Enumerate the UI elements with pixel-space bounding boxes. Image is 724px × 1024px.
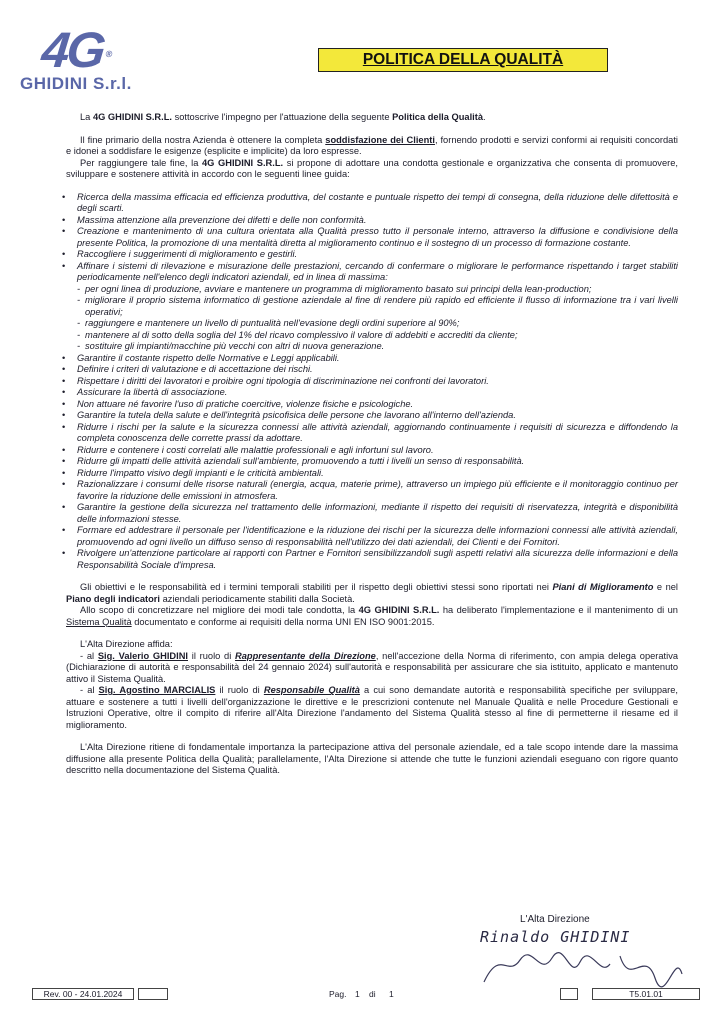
list-item: • Garantire la gestione della sicurezza nel trattamento delle informazioni, mediante il rispetto dei requisiti di riservatezza, integrità e disponibilità delle informazioni stesse.: [66, 502, 678, 525]
footer-empty-box: [138, 988, 168, 1000]
policy-list: [66, 192, 678, 572]
list-item: • Creazione e mantenimento di una cultura orientata alla Qualità presso tutto il personale interno, attraverso la diffusione e condivisione della presente Politica, la promozione di una mentalità diretta al miglioramento continuo e il sostegno di un processo di formazione costante.: [66, 226, 678, 249]
signature-typed-name: Rinaldo GHIDINI: [480, 928, 631, 946]
page-number: 1: [355, 989, 360, 999]
page-of-label: di: [369, 989, 376, 999]
closing-paragraph: L'Alta Direzione ritiene di fondamentale importanza la partecipazione attiva del personale aziendale, ed a tale scopo intende dare la massima diffusione alla presente Politica della Qualità; parallelamente, l'Alta Direzione si attende che tutte le funzioni aziendali eseguano con rigore quanto descritto nella documentazione del Sistema Qualità.: [66, 742, 678, 775]
sub-list: [77, 284, 678, 353]
document-code-box: T5.01.01: [592, 988, 700, 1000]
sub-list-item: - migliorare il proprio sistema informatico di gestione aziendale al fine di rendere più rapido ed efficiente il flusso di informazione tra i vari livelli operativi;: [77, 295, 678, 318]
document-title-box: [318, 48, 608, 72]
system-paragraph: Allo scopo di concretizzare nel migliore dei modi tale condotta, la 4G GHIDINI S.R.L. ha deliberato l'implementazione e il mantenimento di un Sistema Qualità documentato e conforme ai requisiti della norma UNI EN ISO 9001:2015.: [66, 605, 678, 627]
list-item: • Formare ed addestrare il personale per l'identificazione e la riduzione dei rischi per la sicurezza delle informazioni connessi alle attività aziendali, promuovendo ad ogni livello un diffuso senso di responsabilità nell'utilizzo dei dati aziendali, dei Clienti e dei Fornitori.: [66, 525, 678, 548]
list-item: • Rispettare i diritti dei lavoratori e proibire ogni tipologia di discriminazione nei confronti dei lavoratori.: [66, 376, 678, 388]
revision-box: Rev. 00 - 24.01.2024: [32, 988, 134, 1000]
document-body: [66, 112, 678, 777]
intro-paragraph-2: Il fine primario della nostra Azienda è ottenere la completa soddisfazione dei Clienti, fornendo prodotti e servizi conformi ai requisiti concordati e idonei a soddisfare le esigenze (esplicite e implicite) da loro espresse.: [66, 134, 678, 156]
company-logo: [12, 22, 152, 102]
list-item: • Rivolgere un'attenzione particolare ai rapporti con Partner e Fornitori sensibilizzandoli sugli aspetti relativi alla sicurezza delle informazioni e della Responsabilità Sociale d'impresa.: [66, 548, 678, 571]
objectives-paragraph: Gli obiettivi e le responsabilità ed i termini temporali stabiliti per il rispetto degli obiettivi stessi sono riportati nei Piani di Miglioramento e nel Piano degli indicatori aziendali periodicamente stabiliti dalla Società.: [66, 582, 678, 604]
signature-label: L'Alta Direzione: [520, 914, 590, 925]
handwritten-signature: [470, 938, 690, 988]
sub-list-item: - sostituire gli impianti/macchine più vecchi con altri di nuova generazione.: [77, 341, 678, 353]
intro-paragraph-1: La 4G GHIDINI S.R.L. sottoscrive l'impegno per l'attuazione della seguente Politica della Qualità.: [80, 112, 486, 122]
page-total: 1: [389, 989, 394, 999]
list-item: • Raccogliere i suggerimenti di miglioramento e gestirli.: [66, 249, 678, 261]
document-title: POLITICA DELLA QUALITÀ: [362, 51, 564, 68]
list-item: • Assicurare la libertà di associazione.: [66, 387, 678, 399]
list-item: • Affinare i sistemi di rilevazione e misurazione delle prestazioni, cercando di confermare o migliorare le performance rispettando i target stabiliti periodicamente nell'elenco degli indicatori aziendali, ed in linea di massima: - per ogni linea di produzione, avviare e mantenere un programma di miglioramento basato sui principi della lean-production; - migliorare il proprio sistema informatico di gestione aziendale al fine di rendere più rapido ed efficiente il flusso di informazione tra i vari livelli operativi; - raggiungere e mantenere un livello di puntualità nell'evasione degli ordini superiore al 90%; - mantenere al di sotto della soglia del 1% del ricavo complessivo il valore di addebiti e accrediti da cliente; - sostituire gli impianti/macchine più vecchi con altri di nuova generazione.: [66, 261, 678, 353]
intro-paragraph-3: Per raggiungere tale fine, la 4G GHIDINI S.R.L. si propone di adottare una condotta gestionale e organizzativa che consenta di promuovere, sviluppare e sostenere attività in accordo con le seguenti linee guida:: [66, 157, 678, 179]
list-item: • Ridurre e contenere i costi correlati alle malattie professionali e agli infortuni sul lavoro.: [66, 445, 678, 457]
sub-list-item: - per ogni linea di produzione, avviare e mantenere un programma di miglioramento basato sui principi della lean-production;: [77, 284, 678, 296]
direction-role-2: - al Sig. Agostino MARCIALIS il ruolo di Responsabile Qualità a cui sono demandate autorità e responsabilità specifiche per sviluppare, attuare e sostenere a tutti i livelli dell'organizzazione le direttive e le prescrizioni contenute nel Manuale Qualità e nelle Procedure Gestionali e Istruzioni Operative, oltre il compito di riferire all'Alta Direzione l'andamento del Sistema Qualità stesso al fine di permetterne il riesame ed il miglioramento.: [66, 685, 679, 730]
sub-list-item: - raggiungere e mantenere un livello di puntualità nell'evasione degli ordini superiore al 90%;: [77, 318, 678, 330]
logo-company-name: GHIDINI S.r.l.: [20, 74, 132, 93]
list-item: • Ricerca della massima efficacia ed efficienza produttiva, del costante e puntuale rispetto dei tempi di consegna, della riduzione delle difettosità e degli scarti.: [66, 192, 678, 215]
direction-heading: L'Alta Direzione affida:: [80, 639, 173, 649]
list-item: • Ridurre gli impatti delle attività aziendali sull'ambiente, promuovendo a tutti i livelli un senso di responsabilità.: [66, 456, 678, 468]
list-item: • Massima attenzione alla prevenzione dei difetti e delle non conformità.: [66, 215, 678, 227]
footer-empty-box: [560, 988, 578, 1000]
list-item: • Garantire la tutela della salute e dell'integrità psicofisica delle persone che lavorano all'interno dell'azienda.: [66, 410, 678, 422]
list-item: • Definire i criteri di valutazione e di accettazione dei rischi.: [66, 364, 678, 376]
list-item: • Non attuare né favorire l'uso di pratiche coercitive, violenze fisiche e psicologiche.: [66, 399, 678, 411]
list-item: • Ridurre l'impatto visivo degli impianti e le criticità ambientali.: [66, 468, 678, 480]
list-item: • Ridurre i rischi per la salute e la sicurezza connessi alle attività aziendali, aggiornando continuamente i requisiti di sicurezza e diffondendo la completa conoscenza delle corrette prassi da adottare.: [66, 422, 678, 445]
page-label: Pag.: [329, 989, 347, 999]
list-item: • Garantire il costante rispetto delle Normative e Leggi applicabili.: [66, 353, 678, 365]
list-item: • Razionalizzare i consumi delle risorse naturali (energia, acqua, materie prime), attraverso un impiego più efficiente e il monitoraggio continuo per favorire la riduzione delle emissioni in atmosfera.: [66, 479, 678, 502]
page-footer: [32, 988, 700, 1004]
sub-list-item: - mantenere al di sotto della soglia del 1% del ricavo complessivo il valore di addebiti e accrediti da cliente;: [77, 330, 678, 342]
direction-role-1: - al Sig. Valerio GHIDINI il ruolo di Rappresentante della Direzione, nell'accezione della Norma di riferimento, con ampia delega operativa (Dichiarazione di autorità e responsabilità del 24 gennaio 2024) sull'autorità e responsabilità per assicurare che sia istituito, applicato e mantenuto attivo il Sistema Qualità.: [66, 650, 679, 684]
logo-mark: 4G ®: [39, 22, 113, 78]
signature-block: [470, 910, 700, 990]
